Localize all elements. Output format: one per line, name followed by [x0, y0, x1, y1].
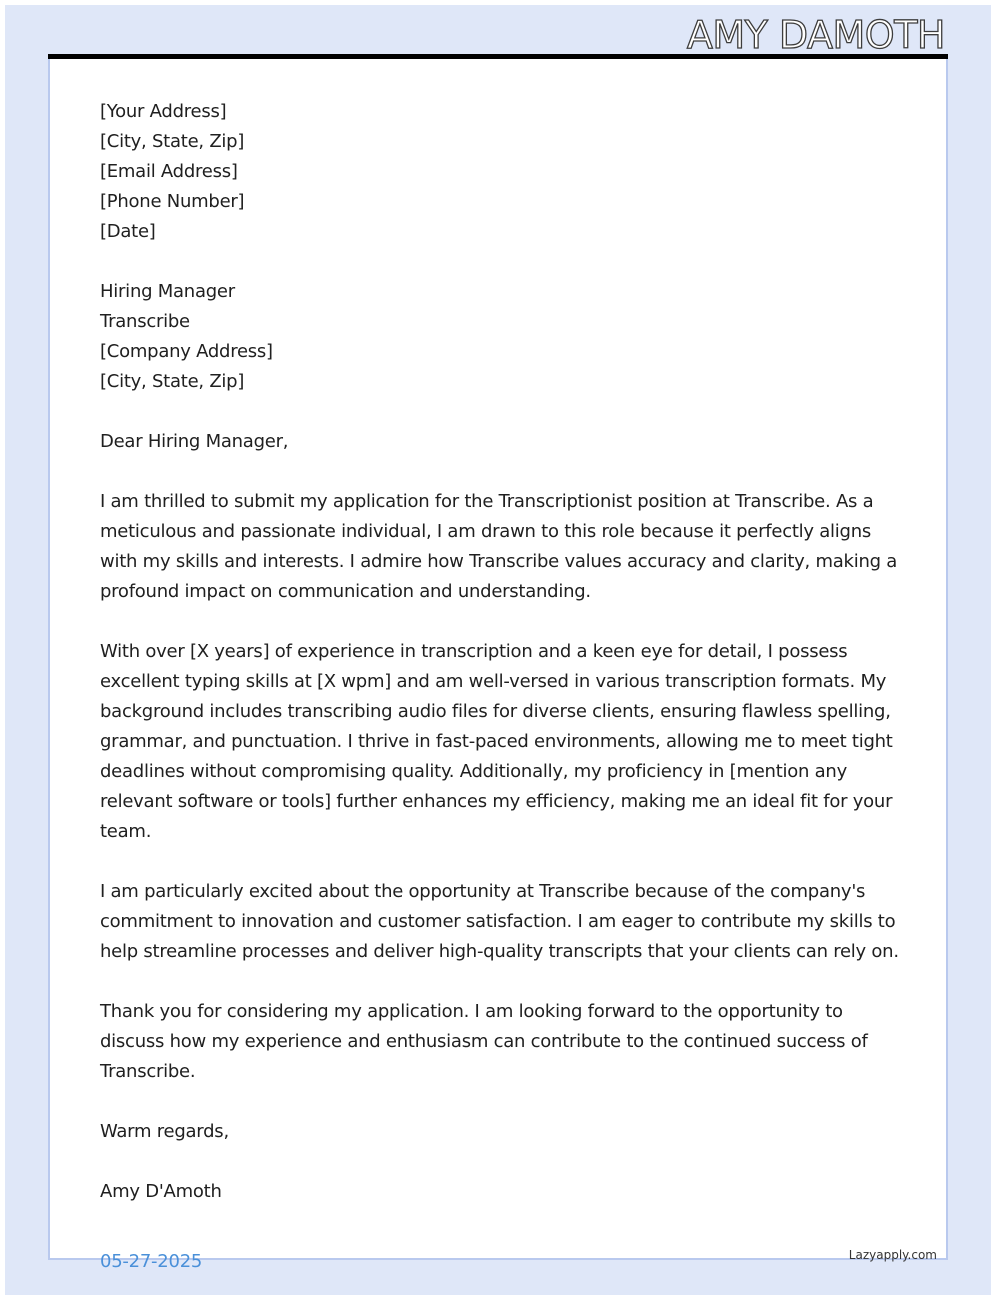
body-paragraph-motivation: I am particularly excited about the opportunity at Transcribe because of the company's commitment to innovation and customer satisfaction. I am eager to contribute my skills to help streamline processes and deliver high-quality transcripts that your clients can rely on. — [100, 881, 899, 962]
sender-date: [Date] — [100, 221, 156, 242]
cover-letter-body — [100, 97, 900, 1207]
sender-block — [100, 97, 900, 247]
body-paragraph-closing: Thank you for considering my application. I am looking forward to the opportunity to discuss how my experience and enthusiasm can contribute to the continued success of Transcribe. — [100, 1001, 868, 1082]
body-paragraph-intro: I am thrilled to submit my application for the Transcriptionist position at Transcribe. As a meticulous and passionate individual, I am drawn to this role because it perfectly aligns with my skills and interests. I admire how Transcribe values accuracy and clarity, making a profound impact on communication and understanding. — [100, 491, 898, 602]
recipient-title: Hiring Manager — [100, 281, 235, 302]
sender-address: [Your Address] — [100, 101, 227, 122]
sender-email: [Email Address] — [100, 161, 238, 182]
body-paragraph-experience: With over [X years] of experience in transcription and a keen eye for detail, I possess excellent typing skills at [X wpm] and am well-versed in various transcription formats. My background includes transcribing audio files for diverse clients, ensuring flawless spelling, grammar, and punctuation. I thrive in fast-paced environments, allowing me to meet tight deadlines without compromising quality. Additionally, my proficiency in [mention any relevant software or tools] further enhances my efficiency, making me an ideal fit for your team. — [100, 641, 893, 842]
footer-date: 05-27-2025 — [100, 1251, 203, 1272]
closing-phrase: Warm regards, — [100, 1121, 229, 1142]
salutation: Dear Hiring Manager, — [100, 431, 289, 452]
recipient-company: Transcribe — [100, 311, 190, 332]
recipient-city-state-zip: [City, State, Zip] — [100, 371, 245, 392]
sender-city-state-zip: [City, State, Zip] — [100, 131, 245, 152]
signature-name: Amy D'Amoth — [100, 1181, 222, 1202]
applicant-name-title: AMY DAMOTH — [686, 13, 945, 57]
sender-phone: [Phone Number] — [100, 191, 245, 212]
recipient-address: [Company Address] — [100, 341, 273, 362]
watermark-text: Lazyapply.com — [848, 1248, 937, 1262]
recipient-block — [100, 277, 900, 397]
